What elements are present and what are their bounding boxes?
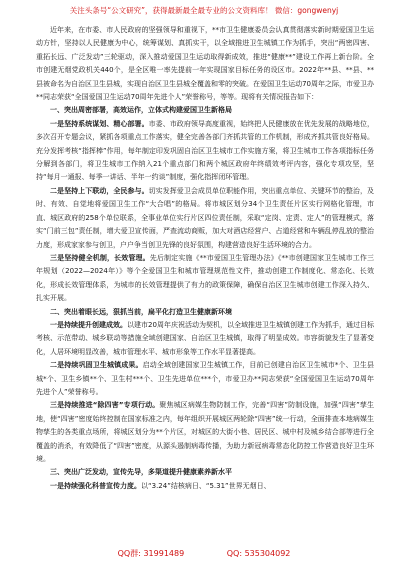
body-paragraph	[36, 252, 374, 306]
section-heading	[36, 104, 374, 117]
paragraph-text: 近年来，在市委、市人民政府的坚强领导和重视下，**市卫生健康委员会认真贯彻落实新时期爱国卫生运动方针，坚持以人民健康为中心，统筹谋划、真抓实干，以全域推进卫生城镇工作为抓手，突出“两密四害、重拓长远、广泛发动”三轮驱动，深入推动爱国卫生运动取得新成效，推进“健康**”建设工作再上新台阶。全市创建无烟党政机关440个，是全区唯一率先提前一年实现国家目标任务的设区市。2022年**县、**县、**县被命名为自治区卫生县城，实现自治区卫生县城全覆盖和零的突破。在爱国卫生运动70周年之际，市爱卫办**同志荣获“全国爱国卫生运动70周年先进个人”荣誉称号，等等。现将有关情况报告如下：	[36, 26, 374, 102]
paragraph-text: 启动全域创建国家卫生城镇工作，目前已创建自治区卫生城市*个、卫生县城*个、卫生乡镇**个、卫生村***个、卫生先进单位***个，市爱卫办**同志荣获“全国爱国卫生运动70周年先进个人”荣誉称号。	[36, 361, 374, 396]
paragraph-lead: 二是坚持上下联动，全民参与。	[50, 186, 149, 195]
paragraph-lead: 一是持续强化科普宣传力度。	[50, 481, 141, 490]
body-paragraph	[36, 24, 374, 104]
footer	[0, 548, 408, 568]
paragraph-text: 以“3.24”结核病日、“5.31”世界无烟日、	[141, 481, 271, 490]
paragraph-lead: 一是持续提升创建成效。	[50, 320, 128, 329]
paragraph-text: 一、突出周密部署，高效运作，立体式构建爱国卫生新格局	[50, 106, 232, 115]
paragraph-text: 先后制定实施《**市爱国卫生管理办法》《**市创建国家卫生城市工作三年规划（2022—2024年）》等个全爱国卫生和城市管理规范性文件，推动创建工作制度化、常态化、长效化，形成长效管理体系，为城市的长效管理提供了有力的政策保障，确保自治区卫生城市创建工作深入持久、扎实开展。	[36, 253, 374, 303]
paragraph-text: 以建市20周年庆祝活动为契机，以全域推进卫生城镇创建工作为抓手，通过目标考核、示范带动、城乡联动等措施全域创建国家、自治区卫生城镇，取得了明显成效。市容街貌发生了显著变化，人居环境明显改善，城市管理水平、城市形象等工作水平显著提高。	[36, 320, 374, 356]
top-banner: 关注头条号“公文研究”，获得最新最全最专业的公文资料库！ 微信：gongwenyj	[69, 6, 339, 15]
body-paragraph	[36, 359, 374, 399]
body-paragraph	[36, 118, 374, 185]
paragraph-lead: 二是持续巩固卫生城镇成果。	[50, 361, 143, 370]
paragraph-text: 市委、市政府领导高度重视，始终把人民健康放在优先发展的战略地位，多次召开专题会议，紧抓各项重点工作落实，健全完善各部门齐抓共管的工作机制，形成齐抓共管良好格局。充分发挥考核“指挥棒”作用，每年制定印发巩固自治区卫生城市工作实施方案，将卫生城市工作各项指标任务分解到各部门，将卫生城市工作纳入21个重点部门和两个城区政府年终绩效考评内容，强化专项攻坚，坚持“每月一通报、每季一讲话、半年一约谈”制度，强化指挥闭环管理。	[36, 119, 374, 182]
body-paragraph	[36, 399, 374, 466]
document-body	[36, 24, 374, 540]
paragraph-text: 二、突出着眼长远，狠抓当前，扁平化打造卫生健康新环境	[50, 307, 232, 316]
section-heading	[36, 466, 374, 479]
paragraph-text: 聚焦城区病媒生物防制工作，完善“四害”防制设施，加强“四害”孳生地，使“四害”密度始终控制在国家标准之内，每年组织开展城区两轮除“四害”统一行动，全面排查本地病媒生物孳生的各类重点场所，将城区划分为**个片区，对城区的大街小巷、居民区、城中村及城乡结合部等进行全覆盖的消杀，有效降低了“四害”密度，从源头遏制病毒传播，为助力新冠病毒常态化防控工作营造良好卫生环境。	[36, 401, 374, 463]
body-paragraph	[36, 185, 374, 252]
section-heading	[36, 306, 374, 319]
body-paragraph	[36, 480, 374, 493]
paragraph-lead: 三是持续推进“除四害”专项行动。	[50, 401, 160, 410]
paragraph-lead: 三是坚持健全机制，长效管理。	[50, 253, 150, 262]
paragraph-lead: 一是坚持系统谋划、精心部署。	[50, 119, 149, 128]
body-paragraph	[36, 319, 374, 359]
paragraph-text: 切实发挥爱卫会成员单位职能作用，突出重点单位、关键环节的整治，及时、有效、自觉地将爱国卫生工作“大合唱”的格局。将市城区划分34个卫生责任片区实行网格化管理，市直、城区政府的258个单位联系，全事业单位实行片区四位责任制，采取“定岗、定责、定人”的管理模式，落实“门前三包”责任制，增大爱卫宣传面，严查流动商贩，加大对酒店经营户、占道经营和车辆乱停乱放的整治力度，形成家家参与创卫，户户争当创卫先锋的良好氛围，构建营造良好生活环境的合力。	[36, 186, 374, 249]
footer-qq: QQ: 535304092	[226, 549, 291, 558]
paragraph-text: 三、突出广泛发动，宣传先导，多渠道提升健康素养新水平	[50, 468, 232, 477]
footer-qq-group: QQ群: 31991489	[117, 549, 185, 558]
